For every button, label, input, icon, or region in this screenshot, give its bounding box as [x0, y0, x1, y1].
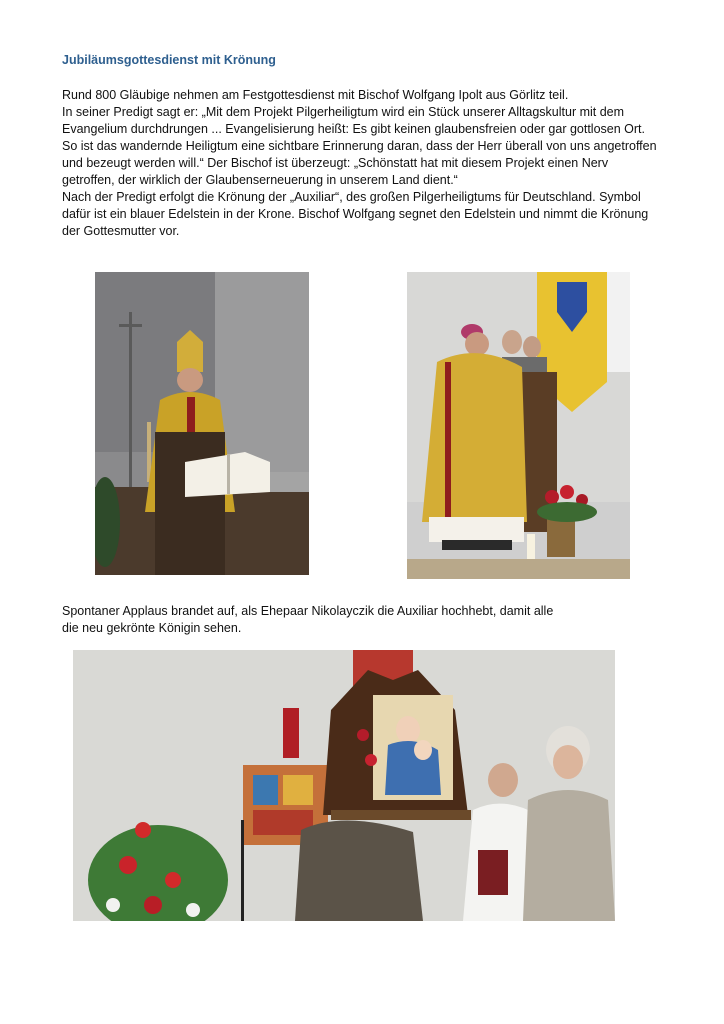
applause-image	[73, 650, 615, 921]
paragraph-line: In seiner Predigt sagt er: „Mit dem Projekt Pilgerheiligtum wird ein Stück unserer Alltagskultur mit dem Evangelium durchdrungen ... Evangelisierung heißt: Es gibt keinen glaubensfreien oder gar gottlosen Ort. So ist das wandernde Heiligtum eine sichtbare Erinnerung daran, dass der Herr überall von uns angetroffen und bezeugt werden will.“ Der Bischof ist überzeugt: „Schönstatt hat mit diesem Projekt einen Nerv getroffen, der wirklich der Glaubenserneuerung in unserem Land dient.“	[62, 105, 657, 187]
photo-bishop-reading	[95, 272, 309, 575]
bishop-reading-image	[95, 272, 309, 575]
caption-text	[62, 603, 662, 637]
paragraph-line: Rund 800 Gläubige nehmen am Festgottesdienst mit Bischof Wolfgang Ipolt aus Görlitz teil.	[62, 88, 569, 102]
intro-text	[62, 87, 662, 240]
paragraph-line: Spontaner Applaus brandet auf, als Ehepaar Nikolayczik die Auxiliar hochhebt, damit alle	[62, 604, 554, 618]
photo-applause	[73, 650, 615, 921]
paragraph-line: die neu gekrönte Königin sehen.	[62, 621, 242, 635]
crowning-image	[407, 272, 630, 579]
page-title: Jubiläumsgottesdienst mit Krönung	[62, 53, 276, 67]
photo-crowning	[407, 272, 630, 579]
paragraph-line: Nach der Predigt erfolgt die Krönung der „Auxiliar“, des großen Pilgerheiligtums für Deutschland. Symbol dafür ist ein blauer Edelstein in der Krone. Bischof Wolfgang segnet den Edelstein und nimmt die Krönung der Gottesmutter vor.	[62, 190, 649, 238]
